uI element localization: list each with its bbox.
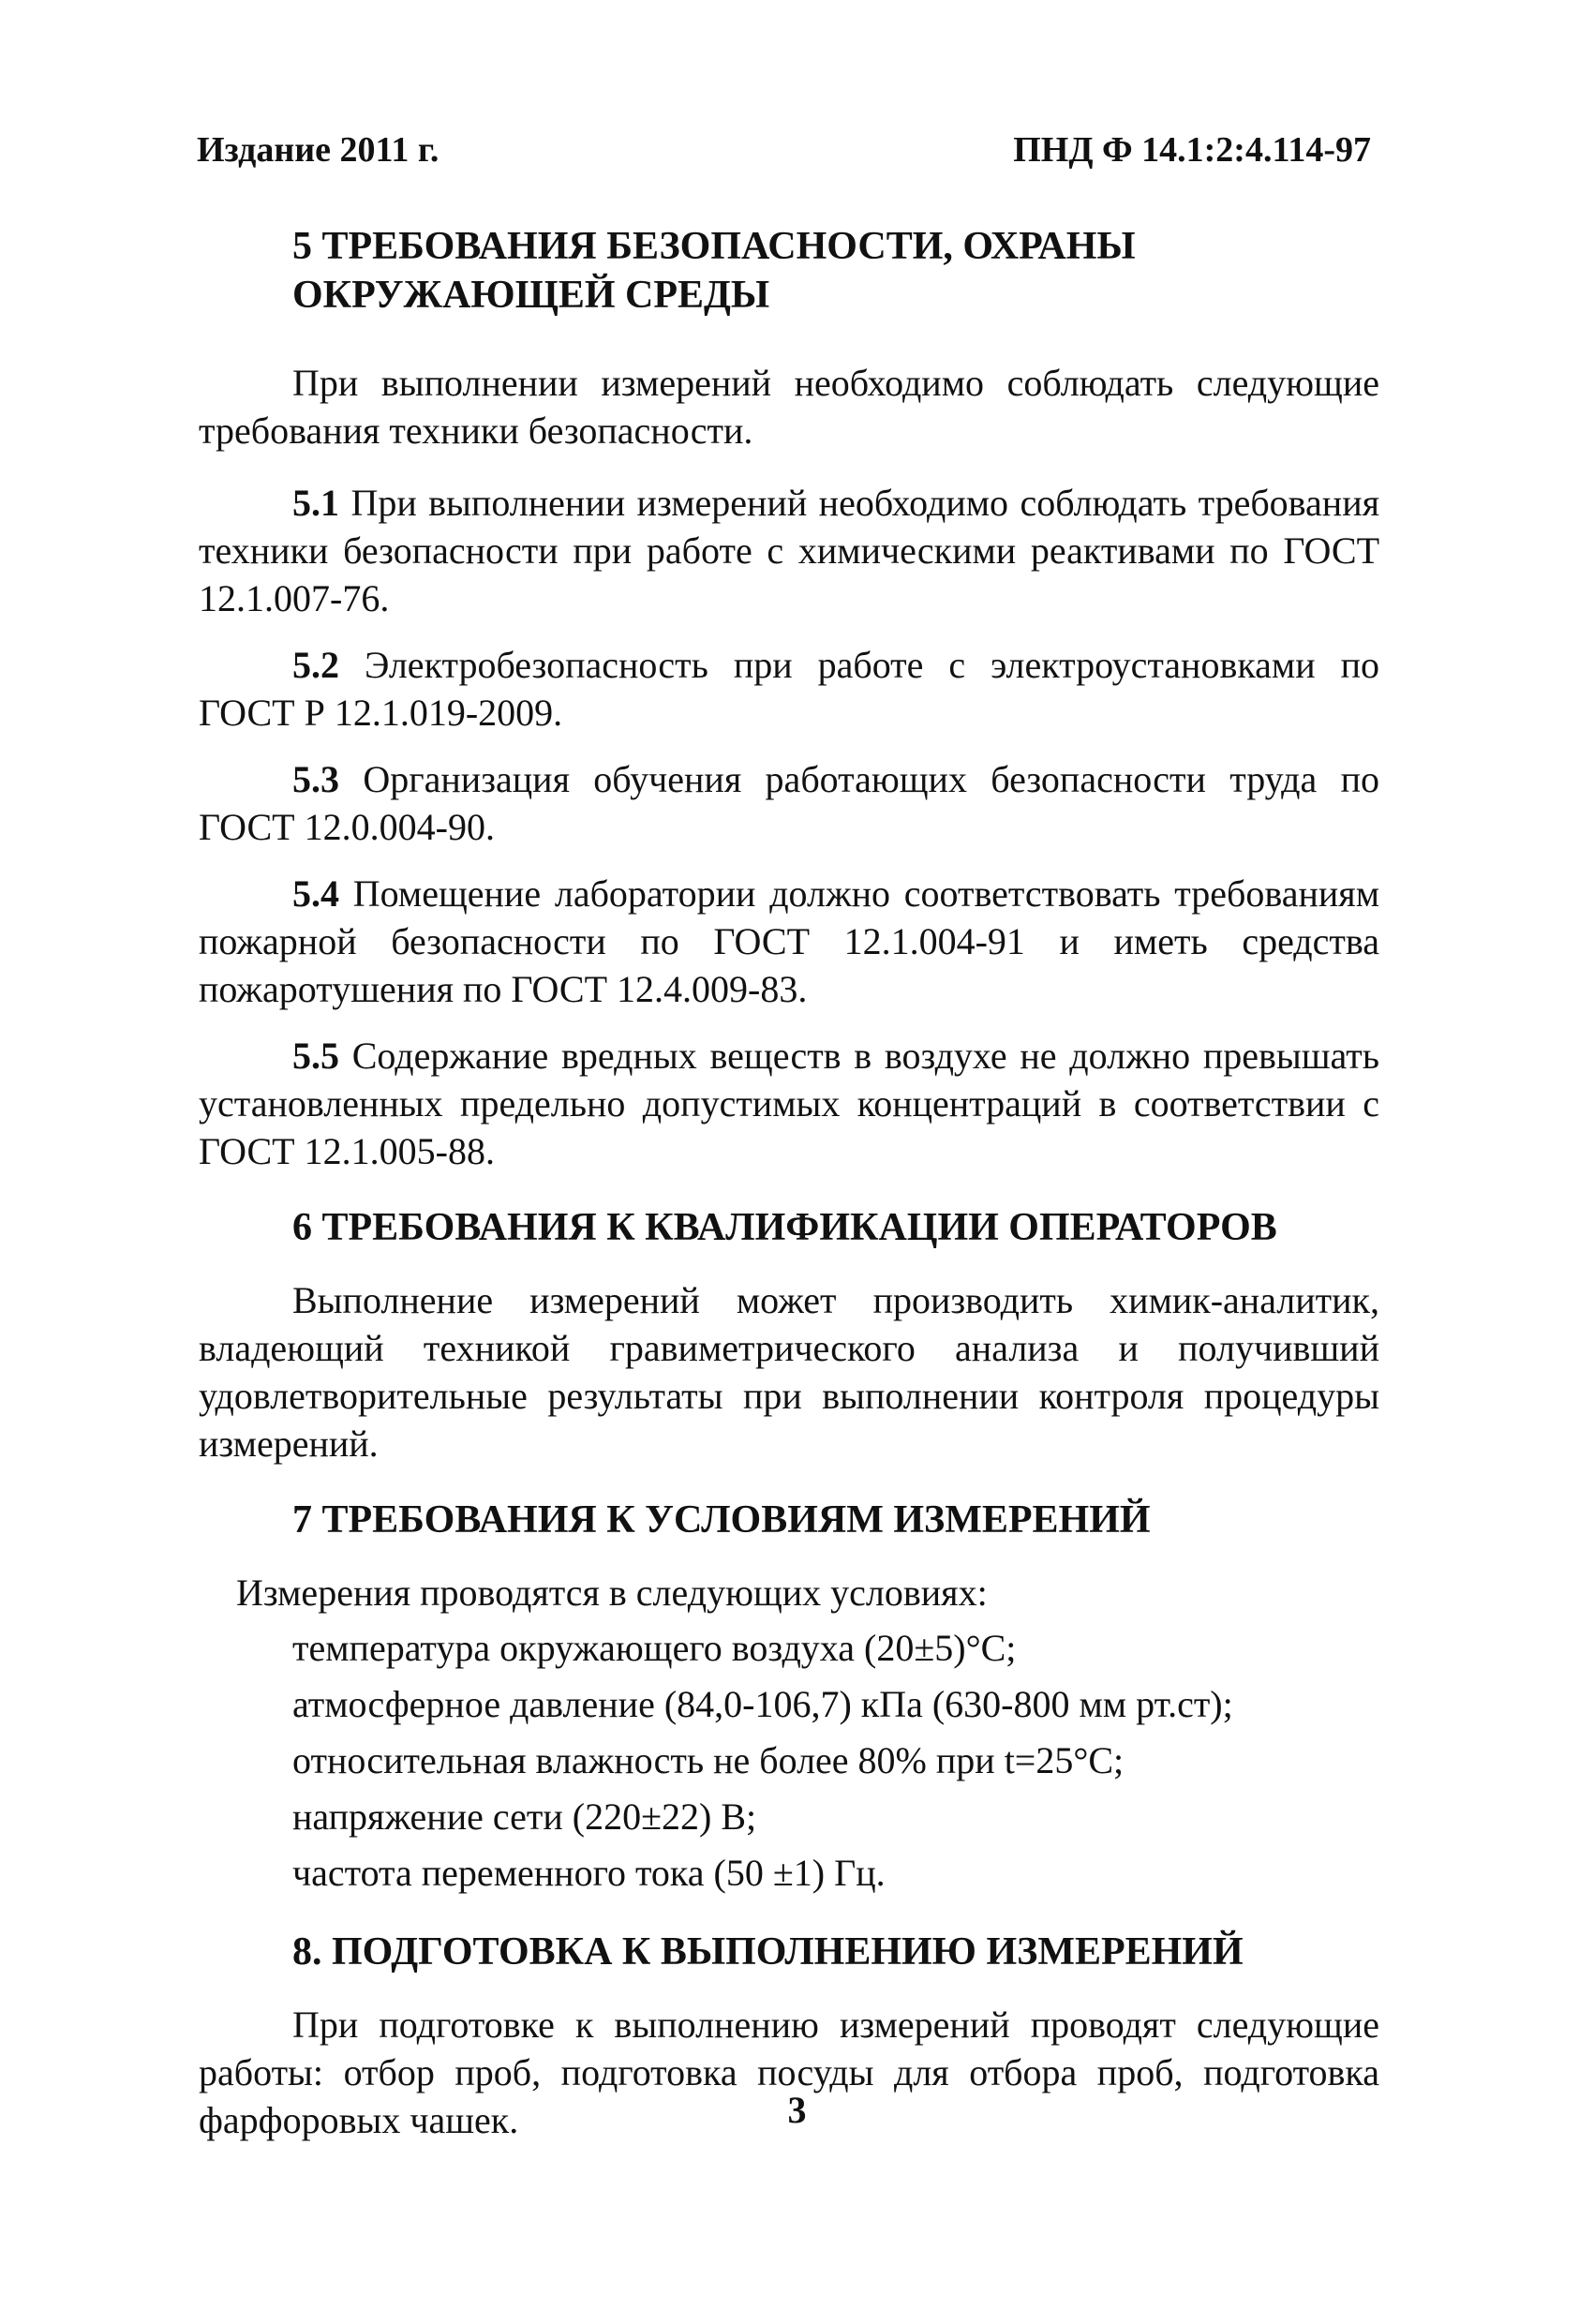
section-5-heading — [199, 222, 1379, 320]
section-8-heading: 8. ПОДГОТОВКА К ВЫПОЛНЕНИЮ ИЗМЕРЕНИЙ — [292, 1930, 1244, 1974]
item-number: 5.1 — [292, 482, 339, 524]
item-number: 5.3 — [292, 758, 339, 800]
condition-pressure: атмосферное давление (84,0-106,7) кПа (630-800 мм рт.ст); — [292, 1683, 1233, 1725]
item-number: 5.5 — [292, 1035, 339, 1077]
section-6-text: Выполнение измерений может производить химик-аналитик, владеющий техникой гравиметрического анализа и получивший удовлетворительные результаты при выполнении контроля процедуры измерений. — [199, 1279, 1379, 1465]
item-text: При выполнении измерений необходимо соблюдать требования техники безопасности при работе с химическими реактивами по ГОСТ 12.1.007-76. — [199, 482, 1380, 619]
item-text: Электробезопасность при работе с электроустановками по ГОСТ Р 12.1.019-2009. — [199, 644, 1380, 734]
section-7-heading: 7 ТРЕБОВАНИЯ К УСЛОВИЯМ ИЗМЕРЕНИЙ — [292, 1498, 1151, 1542]
item-number: 5.4 — [292, 872, 339, 915]
section-7-intro: Измерения проводятся в следующих условиях: — [236, 1572, 988, 1614]
section-5 — [199, 222, 1379, 1175]
item-number: 5.2 — [292, 644, 339, 686]
condition-temperature: температура окружающего воздуха (20±5)°С; — [292, 1627, 1017, 1669]
item-text: Содержание вредных веществ в воздухе не должно превышать установленных предельно допустимых концентраций в соответствии с ГОСТ 12.1.005-88. — [199, 1035, 1379, 1172]
item-text: Организация обучения работающих безопасности труда по ГОСТ 12.0.004-90. — [199, 758, 1379, 848]
page-content — [199, 211, 1379, 2144]
item-5-2 — [199, 641, 1379, 737]
item-5-1 — [199, 479, 1379, 622]
item-5-4 — [199, 870, 1379, 1013]
section-6-heading: 6 ТРЕБОВАНИЯ К КВАЛИФИКАЦИИ ОПЕРАТОРОВ — [292, 1206, 1277, 1249]
section-6 — [199, 1203, 1379, 1467]
document-code: ПНД Ф 14.1:2:4.114-97 — [1013, 130, 1371, 170]
condition-humidity: относительная влажность не более 80% при t=25°С; — [292, 1739, 1125, 1781]
item-5-3 — [199, 755, 1379, 851]
condition-frequency: частота переменного тока (50 ±1) Гц. — [292, 1852, 886, 1894]
section-8-text: При подготовке к выполнению измерений проводят следующие работы: отбор проб, подготовка посуды для отбора проб, подготовка фарфоровых чашек. — [199, 2004, 1379, 2141]
section-5-heading-line2: ОКРУЖАЮЩЕЙ СРЕДЫ — [292, 274, 770, 317]
condition-voltage: напряжение сети (220±22) В; — [292, 1795, 757, 1838]
section-5-intro: При выполнении измерений необходимо соблюдать следующие требования техники безопасности. — [199, 362, 1379, 452]
page-number: 3 — [787, 2089, 807, 2131]
section-5-heading-line1: 5 ТРЕБОВАНИЯ БЕЗОПАСНОСТИ, ОХРАНЫ — [292, 225, 1136, 268]
item-5-5 — [199, 1032, 1379, 1175]
section-7 — [199, 1496, 1379, 1901]
item-text: Помещение лаборатории должно соответствовать требованиям пожарной безопасности по ГОСТ 12.1.004-91 и иметь средства пожаротушения по ГОСТ 12.4.009-83. — [199, 872, 1380, 1010]
edition-label: Издание 2011 г. — [197, 130, 439, 170]
conditions-list — [199, 1620, 1379, 1901]
